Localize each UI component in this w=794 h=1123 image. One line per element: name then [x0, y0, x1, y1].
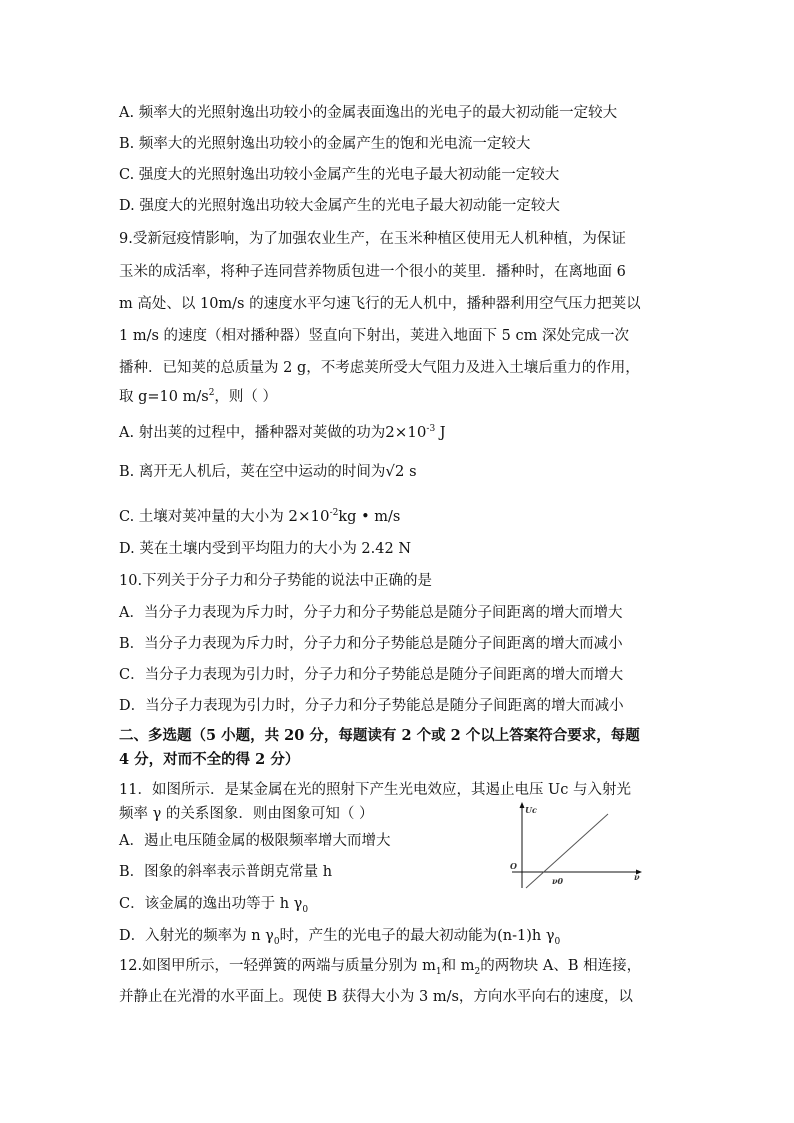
q9-stem-line3: m 高处、以 10m/s 的速度水平匀速飞行的无人机中，播种器利用空气压力把荚以 — [119, 296, 641, 312]
q11-option-c: C．该金属的逸出功等于 h $\gamma_0$ — [119, 896, 309, 915]
q10-option-a: A．当分子力表现为斥力时，分子力和分子势能总是随分子间距离的增大而增大 — [119, 605, 623, 621]
q8-option-b: B. 频率大的光照射逸出功较小的金属产生的饱和光电流一定较大 — [119, 136, 531, 152]
y-axis-label: Uc — [525, 805, 537, 815]
q10-option-c: C．当分子力表现为引力时，分子力和分子势能总是随分子间距离的增大而增大 — [119, 667, 624, 683]
y-axis-arrow — [520, 802, 525, 808]
origin-label: O — [510, 861, 517, 871]
q9-stem-line6: 取 g=10 $m/s^2$，则（ ） — [119, 388, 278, 405]
uc-line — [526, 814, 608, 888]
q9-option-b: B. 离开无人机后，荚在空中运动的时间为√2 s — [119, 462, 417, 480]
q11-option-d: D．入射光的频率为 n $\gamma_0$时，产生的光电子的最大初动能为(n-1)h $\gamma_0$ — [119, 928, 561, 947]
x-tick-label: ν0 — [552, 876, 564, 886]
q9-stem-line5: 播种．已知荚的总质量为 2 g，不考虑荚所受大气阻力及进入土壤后重力的作用， — [119, 360, 640, 376]
q10-stem: 10.下列关于分子力和分子势能的说法中正确的是 — [119, 573, 433, 589]
q8-option-c: C. 强度大的光照射逸出功较小金属产生的光电子最大初动能一定较大 — [119, 167, 560, 183]
q9-stem-line4: 1 m/s 的速度（相对播种器）竖直向下射出，荚进入地面下 5 cm 深处完成一次 — [119, 328, 629, 344]
q9-option-c: C. 土壤对荚冲量的大小为 $2\times 10^{-2}kg$ • m/s — [119, 506, 401, 525]
q12-stem-line1: 12.如图甲所示，一轻弹簧的两端与质量分别为 $m_1$和 $m_2$的两物块 A、B 相连接， — [119, 958, 642, 977]
q12-stem-line2: 并静止在光滑的水平面上。现使 B 获得大小为 3 m/s，方向水平向右的速度，以 — [119, 989, 633, 1005]
q8-option-d: D. 强度大的光照射逸出功较大金属产生的光电子最大初动能一定较大 — [119, 198, 560, 214]
q10-option-d: D．当分子力表现为引力时，分子力和分子势能总是随分子间距离的增大而减小 — [119, 698, 624, 714]
uc-vs-frequency-graph — [500, 800, 650, 890]
q11-option-b: B．图象的斜率表示普朗克常量 h — [119, 864, 333, 880]
q9-stem-line2: 玉米的成活率，将种子连同营养物质包进一个很小的荚里．播种时，在离地面 6 — [119, 264, 626, 280]
q9-option-d: D. 荚在土壤内受到平均阻力的大小为 2.42 N — [119, 541, 412, 557]
q9-option-a: A. 射出荚的过程中，播种器对荚做的功为$2\times 10^{-3}$ J — [119, 422, 446, 441]
x-axis-label: ν — [634, 872, 640, 882]
q11-stem-line1: 11．如图所示．是某金属在光的照射下产生光电效应，其遏止电压 Uc 与入射光 — [119, 782, 632, 798]
section2-heading-line2: 4 分，对而不全的得 2 分） — [119, 751, 300, 768]
section2-heading-line1: 二、多选题（5 小题，共 20 分，每题读有 2 个或 2 个以上答案符合要求，每题 — [119, 727, 640, 744]
q8-option-a: A. 频率大的光照射逸出功较小的金属表面逸出的光电子的最大初动能一定较大 — [119, 105, 618, 121]
q11-stem-line2: 频率 γ 的关系图象．则由图象可知（ ） — [119, 806, 374, 822]
q9-stem-line1: 9.受新冠疫情影响，为了加强农业生产，在玉米种植区使用无人机种植，为保证 — [119, 231, 626, 247]
q10-option-b: B．当分子力表现为斥力时，分子力和分子势能总是随分子间距离的增大而减小 — [119, 636, 623, 652]
q11-option-a: A．遏止电压随金属的极限频率增大而增大 — [119, 833, 391, 849]
